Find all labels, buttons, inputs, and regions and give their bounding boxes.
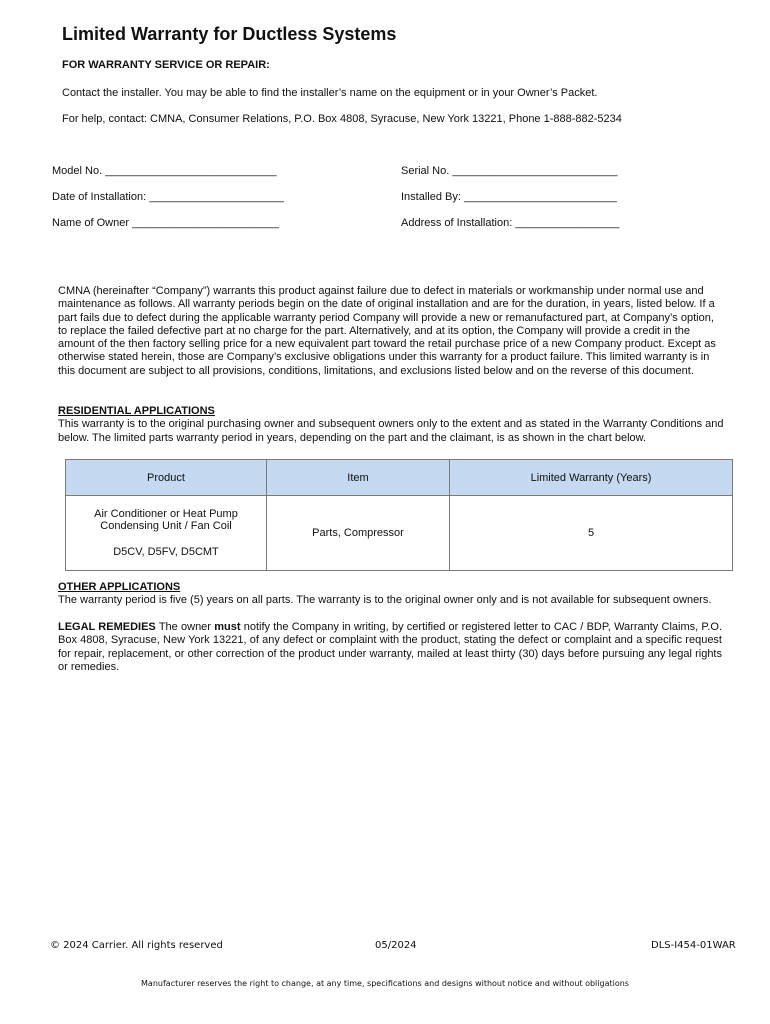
contact-line: Contact the installer. You may be able to find the installer’s name on the equipment or in your Owner’s Packet. [62,87,598,99]
table-cell-item: Parts, Compressor [267,496,450,571]
legal-emphasis: must [214,621,241,633]
warranty-table [65,459,733,571]
date-of-installation-field: Date of Installation: ______________________ [52,191,284,203]
table-cell-years: 5 [450,496,733,571]
legal-heading: LEGAL REMEDIES [58,621,156,633]
residential-heading: RESIDENTIAL APPLICATIONS [58,405,215,417]
product-models: D5CV, D5FV, D5CMT [113,546,219,558]
document-title: Limited Warranty for Ductless Systems [62,24,397,44]
product-name: Air Conditioner or Heat Pump Condensing Unit / Fan Coil [94,508,238,532]
legal-text-before: The owner [155,621,215,633]
service-heading: FOR WARRANTY SERVICE OR REPAIR: [62,59,270,71]
legal-section [58,621,722,674]
footer-notice: Manufacturer reserves the right to change, at any time, specifications and designs without notice and without obligations [141,979,629,988]
table-header-product: Product [66,460,267,496]
table-header-warranty: Limited Warranty (Years) [450,460,733,496]
model-no-field: Model No. ____________________________ [52,165,277,177]
name-of-owner-field: Name of Owner ________________________ [52,217,279,229]
installed-by-field: Installed By: _________________________ [401,191,617,203]
help-line: For help, contact: CMNA, Consumer Relations, P.O. Box 4808, Syracuse, New York 13221, Phone 1-888-882-5234 [62,113,622,125]
table-header-item: Item [267,460,450,496]
footer-copyright: © 2024 Carrier. All rights reserved [50,940,223,951]
residential-section [58,405,728,445]
table-row [66,496,733,571]
table-header-row [66,460,733,496]
footer-doc-code: DLS-I454-01WAR [651,940,736,951]
address-of-installation-field: Address of Installation: _________________ [401,217,620,229]
legal-text-after: notify the Company in writing, by certified or registered letter to CAC / BDP, Warranty Claims, P.O. Box 4808, Syracuse, New York 13221, of any defect or complaint with the product, stating the defect or complaint and a specific request for repair, replacement, or other correction of the product under warranty, mailed at least thirty (30) days before pursuing any legal rights or remedies. [58,621,722,673]
other-heading: OTHER APPLICATIONS [58,581,181,593]
warranty-paragraph: CMNA (hereinafter “Company”) warrants this product against failure due to defect in materials or workmanship under normal use and maintenance as follows. All warranty periods begin on the date of original installation and are for the duration, in years, listed below. If a part fails due to defect during the applicable warranty period Company will provide a new or remanufactured part, at Company’s option, to replace the failed defective part at no charge for the part. Alternatively, and at its option, the Company will provide a credit in the amount of the then factory selling price for a new equivalent part toward the retail purchase price of a new Company product. Except as otherwise stated herein, those are Company’s exclusive obligations under this warranty for a product failure. This limited warranty is in this document are subject to all provisions, conditions, limitations, and exclusions listed below and on the reverse of this document. [58,285,716,377]
serial-no-field: Serial No. ___________________________ [401,165,618,177]
footer-date: 05/2024 [375,940,417,951]
other-text: The warranty period is five (5) years on all parts. The warranty is to the original owner only and is not available for subsequent owners. [58,594,712,607]
table-cell-product [66,496,267,571]
residential-text: This warranty is to the original purchasing owner and subsequent owners only to the extent and as stated in the Warranty Conditions and below. The limited parts warranty period in years, depending on the part and the claimant, is as shown in the chart below. [58,418,724,444]
other-section [58,581,738,608]
